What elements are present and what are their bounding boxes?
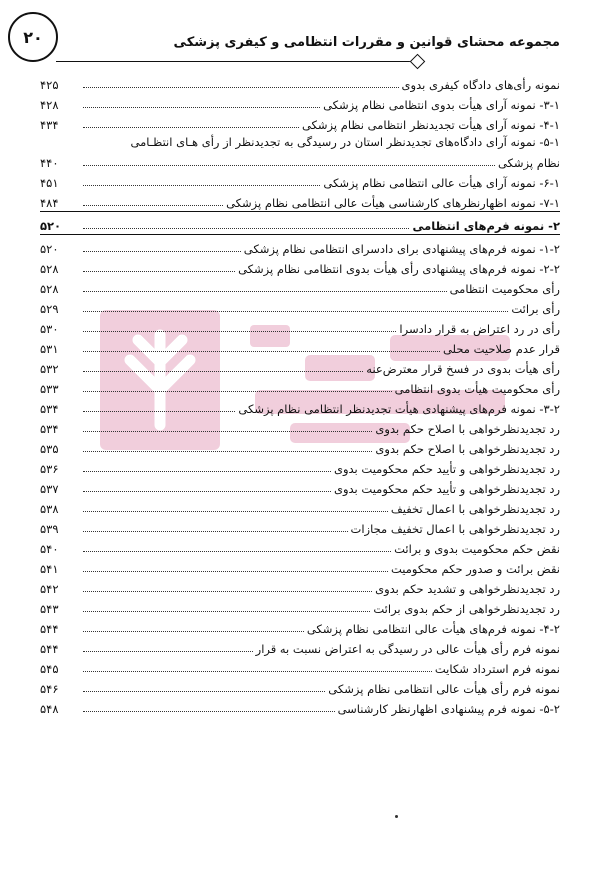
toc-entry[interactable] [40, 336, 560, 356]
toc-entry-page: ۵۴۲ [40, 582, 59, 596]
toc-entry-page: ۵۴۱ [40, 562, 59, 576]
toc-entry[interactable] [40, 112, 560, 132]
toc-entry-title: ۳-۲- نمونه فرم‌های پیشنهادی هیأت تجدیدنظر انتظامی نظام پزشکی [238, 402, 560, 416]
page-speck [395, 815, 398, 818]
toc-entry[interactable] [40, 536, 560, 556]
dot-leader [83, 511, 388, 512]
toc-entry-title: رأی هیأت بدوی در فسخ قرار معترض‌عنه [366, 362, 560, 376]
dot-leader [83, 291, 447, 292]
toc-entry-title: نمونه فرم رأی هیأت عالی در رسیدگی به اعتراض نسبت به قرار [255, 642, 560, 656]
toc-entry[interactable] [40, 316, 560, 336]
toc-entry-title: نمونه رأی‌های دادگاه کیفری بدوی [401, 78, 560, 92]
dot-leader [83, 311, 508, 312]
toc-entry-page: ۵۲۸ [40, 262, 59, 276]
dot-leader [83, 611, 370, 612]
toc-entry-page: ۴۳۴ [40, 118, 59, 132]
dot-leader [83, 228, 409, 229]
dot-leader [83, 631, 304, 632]
toc-entry-title: رد تجدیدنظرخواهی از حکم بدوی برائت [373, 602, 560, 616]
toc-entry-title: ۶-۱- نمونه آرای هیأت عالی انتظامی نظام پزشکی [323, 176, 560, 190]
toc-entry-title: ۳-۱- نمونه آرای هیأت بدوی انتظامی نظام پزشکی [323, 98, 560, 112]
toc-entry-title: رأی محکومیت انتظامی [449, 282, 560, 296]
toc-entry-page: ۵۳۱ [40, 342, 59, 356]
toc-entry-title: ۴-۱- نمونه آرای هیأت تجدیدنظر انتظامی نظام پزشکی [301, 118, 560, 132]
toc-entry[interactable] [40, 696, 560, 716]
toc-entry-page: ۴۴۰ [40, 156, 59, 170]
toc-entry-title: رد تجدیدنظرخواهی با اعمال تخفیف [390, 502, 560, 516]
dot-leader [83, 351, 440, 352]
dot-leader [83, 531, 348, 532]
toc-entry[interactable] [40, 576, 560, 596]
dot-leader [83, 591, 372, 592]
toc-entry-title: ۱-۲- نمونه فرم‌های پیشنهادی برای دادسرای انتظامی نظام پزشکی [243, 242, 560, 256]
section-divider [40, 211, 560, 212]
toc-entry-page: ۵۳۹ [40, 522, 59, 536]
toc-entry-title: نمونه فرم استرداد شکایت [434, 662, 560, 676]
toc-entry-title: قرار عدم صلاحیت محلی [442, 342, 560, 356]
dot-leader [83, 471, 331, 472]
toc-entry[interactable] [40, 516, 560, 536]
toc-entry-page: ۵۳۸ [40, 502, 59, 516]
toc-entry[interactable] [40, 132, 560, 170]
toc-entry-title: رأی محکومیت هیأت بدوی انتظامی [394, 382, 560, 396]
dot-leader [83, 87, 399, 88]
toc-entry[interactable] [40, 190, 560, 210]
page-number: ۲۰ [8, 12, 58, 62]
toc-entry[interactable] [40, 376, 560, 396]
toc-entry-page: ۵۳۰ [40, 322, 59, 336]
page-header [0, 0, 600, 72]
dot-leader [83, 331, 396, 332]
toc-entry[interactable] [40, 456, 560, 476]
toc-entry[interactable] [40, 416, 560, 436]
toc-entry-title-continued: نظام پزشکی [497, 156, 560, 170]
toc-entry-page: ۵۳۲ [40, 362, 59, 376]
toc-entry-page: ۵۳۶ [40, 462, 59, 476]
toc-entry-title: ۵-۱- نمونه آرای دادگاه‌های تجدیدنظر استان در رسیدگی به تجدیدنظر از رأی هـای انتظـامی [130, 135, 560, 149]
toc-entry-page: ۵۴۳ [40, 602, 59, 616]
toc-entry[interactable] [40, 256, 560, 276]
toc-entry-title: ۵-۲- نمونه فرم پیشنهادی اظهارنظر کارشناسی [337, 702, 560, 716]
toc-entry[interactable] [40, 496, 560, 516]
dot-leader [83, 711, 335, 712]
dot-leader [83, 411, 235, 412]
toc-entry-page: ۵۴۶ [40, 682, 59, 696]
toc-entry-title: رد تجدیدنظرخواهی و تشدید حکم بدوی [375, 582, 560, 596]
table-of-contents [40, 72, 560, 716]
dot-leader [83, 431, 372, 432]
toc-entry-title: نمونه فرم رأی هیأت عالی انتظامی نظام پزشکی [328, 682, 560, 696]
toc-entry[interactable] [40, 396, 560, 416]
toc-entry[interactable] [40, 72, 560, 92]
toc-entry[interactable] [40, 476, 560, 496]
diamond-ornament-icon [410, 54, 426, 70]
toc-entry[interactable] [40, 170, 560, 190]
toc-entry-title: ۲- نمونه فرم‌های انتظامی [412, 219, 560, 233]
dot-leader [83, 251, 241, 252]
toc-entry[interactable] [40, 276, 560, 296]
toc-entry-page: ۵۳۳ [40, 382, 59, 396]
toc-entry[interactable] [40, 616, 560, 636]
dot-leader [83, 491, 331, 492]
toc-entry[interactable] [40, 296, 560, 316]
dot-leader [83, 451, 372, 452]
toc-entry[interactable] [40, 636, 560, 656]
dot-leader [83, 671, 432, 672]
toc-entry-page: ۵۲۹ [40, 302, 59, 316]
toc-entry[interactable] [40, 92, 560, 112]
dot-leader [83, 551, 391, 552]
section-divider [40, 234, 560, 235]
toc-entry[interactable] [40, 356, 560, 376]
dot-leader [83, 107, 320, 108]
toc-entry-title: نقض برائت و صدور حکم محکومیت [391, 562, 560, 576]
toc-entry-page: ۵۳۷ [40, 482, 59, 496]
dot-leader [83, 127, 299, 128]
toc-entry-page: ۴۵۱ [40, 176, 59, 190]
dot-leader [83, 271, 235, 272]
toc-entry-page: ۵۳۵ [40, 442, 59, 456]
toc-entry-page: ۵۴۰ [40, 542, 59, 556]
toc-entry-title: رد تجدیدنظرخواهی با اعمال تخفیف مجازات [350, 522, 560, 536]
toc-entry-page: ۵۴۵ [40, 662, 59, 676]
toc-entry[interactable] [40, 656, 560, 676]
toc-entry-page: ۵۳۴ [40, 402, 59, 416]
toc-entry-page: ۵۲۰ [40, 219, 62, 233]
dot-leader [83, 165, 495, 166]
toc-entry-title: رد تجدیدنظرخواهی با اصلاح حکم بدوی [375, 422, 560, 436]
toc-entry-page: ۴۲۵ [40, 78, 59, 92]
toc-entry-page: ۵۴۸ [40, 702, 59, 716]
toc-entry-title: رد تجدیدنظرخواهی با اصلاح حکم بدوی [375, 442, 560, 456]
dot-leader [83, 691, 325, 692]
toc-entry-page: ۵۴۴ [40, 622, 59, 636]
toc-entry[interactable] [40, 436, 560, 456]
dot-leader [83, 391, 392, 392]
toc-section-heading[interactable] [40, 213, 560, 233]
toc-entry-title: ۴-۲- نمونه فرم‌های هیأت عالی انتظامی نظام پزشکی [306, 622, 560, 636]
toc-entry-title: رأی در رد اعتراض به قرار دادسرا [399, 322, 560, 336]
dot-leader [83, 205, 223, 206]
toc-entry-page: ۴۸۴ [40, 196, 59, 210]
toc-entry-page: ۴۲۸ [40, 98, 59, 112]
dot-leader [83, 185, 320, 186]
toc-entry-title: نقض حکم محکومیت بدوی و برائت [394, 542, 560, 556]
header-rule [56, 61, 416, 62]
toc-entry[interactable] [40, 676, 560, 696]
running-header-title: مجموعه محشای قوانین و مقررات انتظامی و کیفری پزشکی [173, 35, 560, 50]
toc-entry-page: ۵۲۰ [40, 242, 59, 256]
toc-entry-title: رد تجدیدنظرخواهی و تأیید حکم محکومیت بدوی [333, 462, 560, 476]
toc-entry-title: رد تجدیدنظرخواهی و تأیید حکم محکومیت بدوی [333, 482, 560, 496]
dot-leader [83, 571, 388, 572]
toc-entry[interactable] [40, 556, 560, 576]
toc-entry[interactable] [40, 596, 560, 616]
toc-entry-title: ۷-۱- نمونه اظهارنظرهای کارشناسی هیأت عالی انتظامی نظام پزشکی [226, 196, 560, 210]
toc-entry-page: ۵۲۸ [40, 282, 59, 296]
toc-entry-title: ۲-۲- نمونه فرم‌های پیشنهادی رأی هیأت بدوی انتظامی نظام پزشکی [238, 262, 560, 276]
toc-entry-title: رأی برائت [511, 302, 560, 316]
toc-entry-page: ۵۴۴ [40, 642, 59, 656]
toc-entry[interactable] [40, 236, 560, 256]
toc-entry-page: ۵۳۴ [40, 422, 59, 436]
dot-leader [83, 651, 253, 652]
dot-leader [83, 371, 363, 372]
